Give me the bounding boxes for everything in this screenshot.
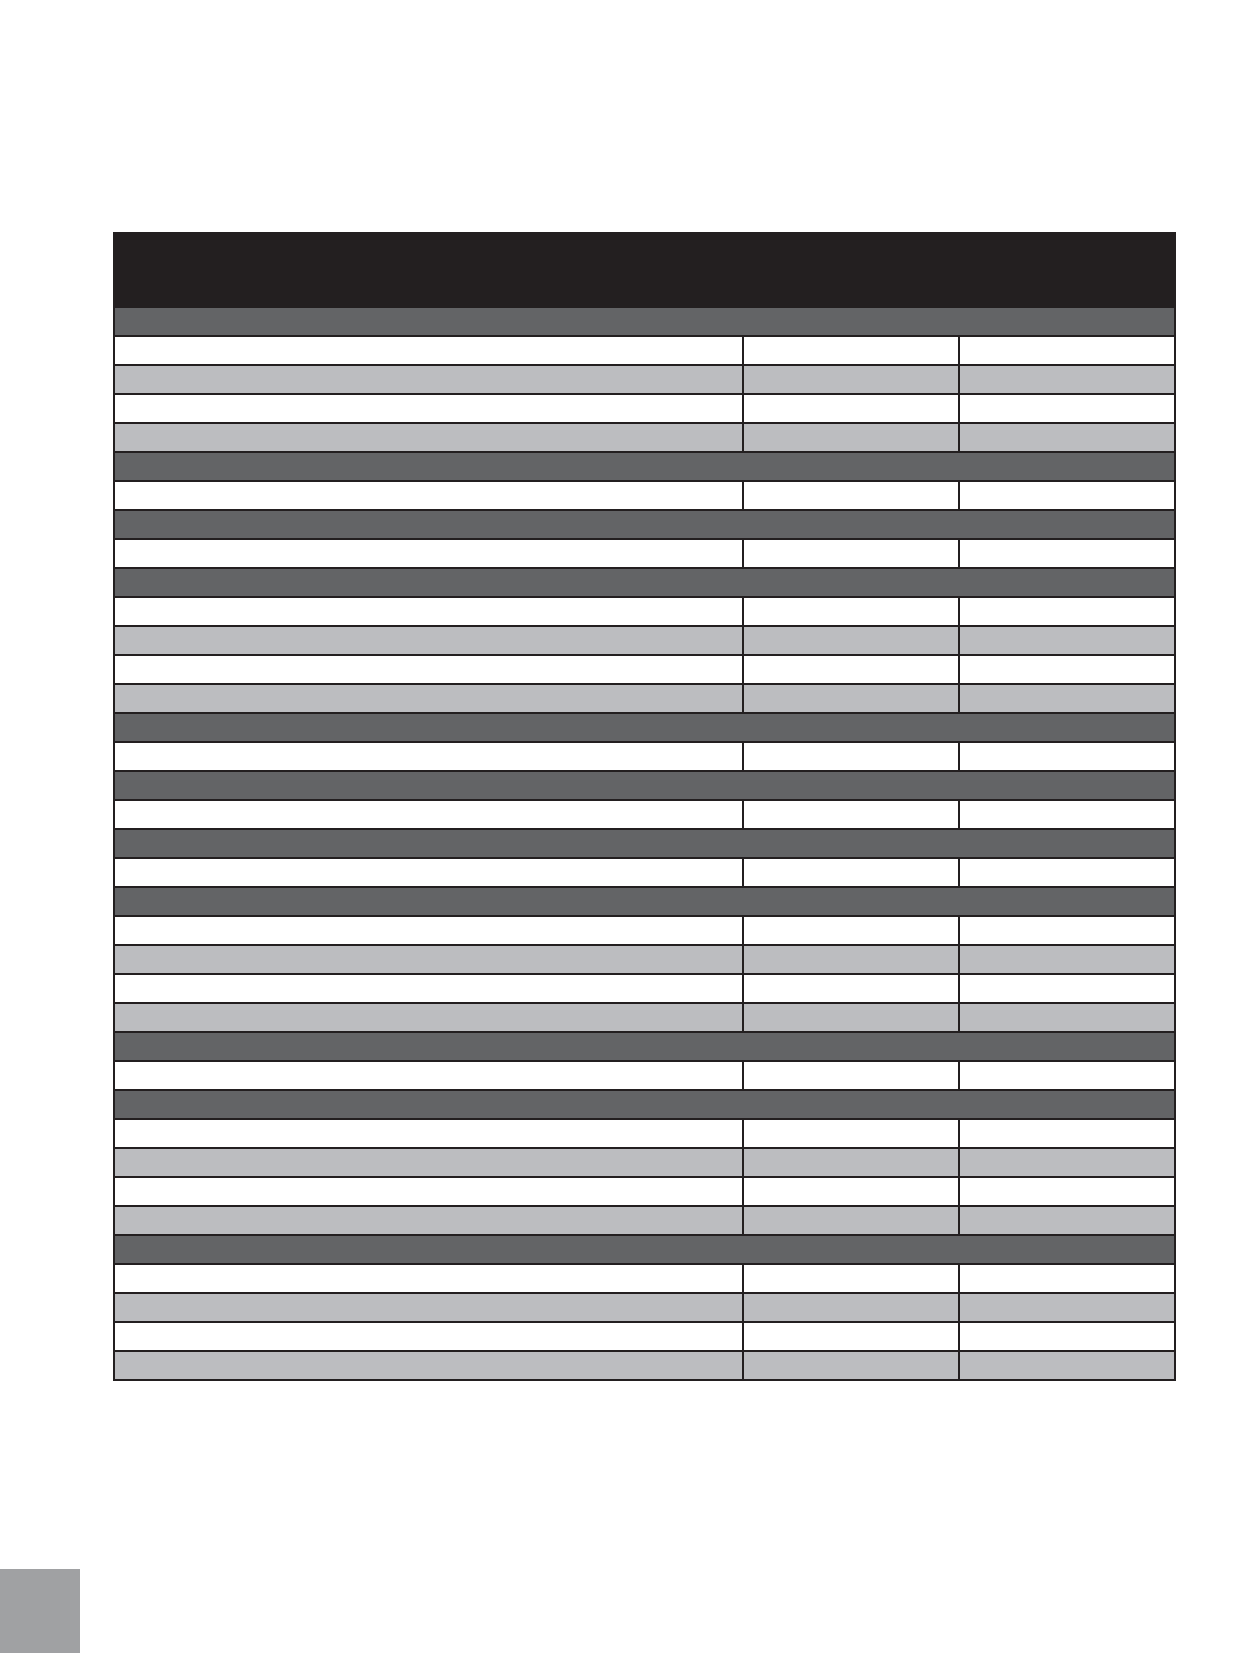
table-cell: [959, 1293, 1175, 1322]
table-cell: [959, 800, 1175, 829]
table-row: [114, 1061, 1175, 1090]
table-cell: [743, 626, 959, 655]
table-cell: [743, 365, 959, 394]
table-row: [114, 1293, 1175, 1322]
section-header-row: [114, 1090, 1175, 1119]
table-cell: [114, 1003, 743, 1032]
table-cell: [743, 655, 959, 684]
table-body: [114, 307, 1175, 1380]
table-cell: [114, 365, 743, 394]
table-header-row: [114, 233, 1175, 307]
section-header-row: [114, 1032, 1175, 1061]
table-cell: [743, 1351, 959, 1380]
table-row: [114, 1148, 1175, 1177]
header-cell: [959, 233, 1175, 307]
table-cell: [114, 858, 743, 887]
table-row: [114, 394, 1175, 423]
table-row: [114, 336, 1175, 365]
table-row: [114, 800, 1175, 829]
section-header-row: [114, 829, 1175, 858]
table-cell: [743, 539, 959, 568]
table-cell: [743, 1206, 959, 1235]
table-cell: [959, 974, 1175, 1003]
table-cell: [114, 336, 743, 365]
table-cell: [959, 597, 1175, 626]
table-cell: [743, 742, 959, 771]
table-cell: [114, 742, 743, 771]
section-header-row: [114, 771, 1175, 800]
table-cell: [743, 800, 959, 829]
table-cell: [959, 945, 1175, 974]
table-cell: [743, 1148, 959, 1177]
table-cell: [959, 394, 1175, 423]
table-cell: [959, 423, 1175, 452]
table-cell: [114, 916, 743, 945]
table-cell: [959, 916, 1175, 945]
data-table: [113, 232, 1176, 1381]
section-header-row: [114, 510, 1175, 539]
table-row: [114, 1119, 1175, 1148]
table-cell: [114, 1061, 743, 1090]
table-cell: [114, 1293, 743, 1322]
section-label: [114, 568, 1175, 597]
table-row: [114, 626, 1175, 655]
table-cell: [114, 1264, 743, 1293]
table-cell: [959, 1351, 1175, 1380]
table-row: [114, 655, 1175, 684]
table-row: [114, 597, 1175, 626]
section-label: [114, 452, 1175, 481]
table-row: [114, 481, 1175, 510]
table-cell: [959, 1148, 1175, 1177]
table-row: [114, 1322, 1175, 1351]
table-row: [114, 858, 1175, 887]
table-cell: [114, 655, 743, 684]
table-cell: [114, 1351, 743, 1380]
table-cell: [959, 1061, 1175, 1090]
table-row: [114, 539, 1175, 568]
section-label: [114, 771, 1175, 800]
table-cell: [743, 916, 959, 945]
header-cell: [114, 233, 743, 307]
table-cell: [743, 1322, 959, 1351]
table-cell: [114, 423, 743, 452]
section-header-row: [114, 452, 1175, 481]
table-cell: [743, 858, 959, 887]
section-header-row: [114, 1235, 1175, 1264]
section-header-row: [114, 887, 1175, 916]
table-cell: [743, 1264, 959, 1293]
table-row: [114, 1206, 1175, 1235]
table-cell: [959, 481, 1175, 510]
table-row: [114, 945, 1175, 974]
table-cell: [743, 684, 959, 713]
section-header-row: [114, 307, 1175, 336]
table-cell: [114, 974, 743, 1003]
table-cell: [959, 626, 1175, 655]
table-row: [114, 742, 1175, 771]
table-cell: [959, 858, 1175, 887]
table-cell: [743, 1061, 959, 1090]
table-row: [114, 1177, 1175, 1206]
table-cell: [959, 365, 1175, 394]
table-cell: [114, 539, 743, 568]
table-row: [114, 974, 1175, 1003]
table-cell: [743, 945, 959, 974]
table-cell: [743, 597, 959, 626]
table-cell: [959, 684, 1175, 713]
data-table-container: [113, 232, 1174, 1381]
table-row: [114, 365, 1175, 394]
section-label: [114, 829, 1175, 858]
table-cell: [959, 742, 1175, 771]
table-cell: [114, 597, 743, 626]
table-cell: [959, 336, 1175, 365]
table-row: [114, 423, 1175, 452]
table-cell: [959, 1003, 1175, 1032]
section-header-row: [114, 568, 1175, 597]
table-cell: [959, 1119, 1175, 1148]
table-cell: [114, 1177, 743, 1206]
section-label: [114, 1235, 1175, 1264]
table-cell: [114, 1322, 743, 1351]
table-cell: [114, 945, 743, 974]
section-label: [114, 713, 1175, 742]
section-label: [114, 510, 1175, 539]
table-cell: [743, 394, 959, 423]
table-cell: [114, 481, 743, 510]
page-number-tab: [0, 1569, 80, 1653]
table-row: [114, 1351, 1175, 1380]
table-cell: [743, 423, 959, 452]
table-cell: [114, 1119, 743, 1148]
table-row: [114, 684, 1175, 713]
table-cell: [959, 1177, 1175, 1206]
section-label: [114, 1032, 1175, 1061]
table-cell: [114, 1206, 743, 1235]
table-cell: [114, 626, 743, 655]
table-cell: [959, 1264, 1175, 1293]
table-row: [114, 1264, 1175, 1293]
section-label: [114, 1090, 1175, 1119]
table-cell: [743, 1293, 959, 1322]
table-cell: [959, 655, 1175, 684]
table-cell: [959, 1322, 1175, 1351]
section-label: [114, 307, 1175, 336]
table-cell: [743, 1119, 959, 1148]
table-row: [114, 1003, 1175, 1032]
header-cell: [743, 233, 959, 307]
table-cell: [959, 1206, 1175, 1235]
table-cell: [743, 974, 959, 1003]
table-row: [114, 916, 1175, 945]
section-header-row: [114, 713, 1175, 742]
table-cell: [114, 1148, 743, 1177]
table-cell: [743, 1003, 959, 1032]
table-cell: [114, 684, 743, 713]
table-cell: [743, 336, 959, 365]
table-cell: [114, 800, 743, 829]
table-cell: [743, 1177, 959, 1206]
section-label: [114, 887, 1175, 916]
table-cell: [114, 394, 743, 423]
table-cell: [743, 481, 959, 510]
table-cell: [959, 539, 1175, 568]
